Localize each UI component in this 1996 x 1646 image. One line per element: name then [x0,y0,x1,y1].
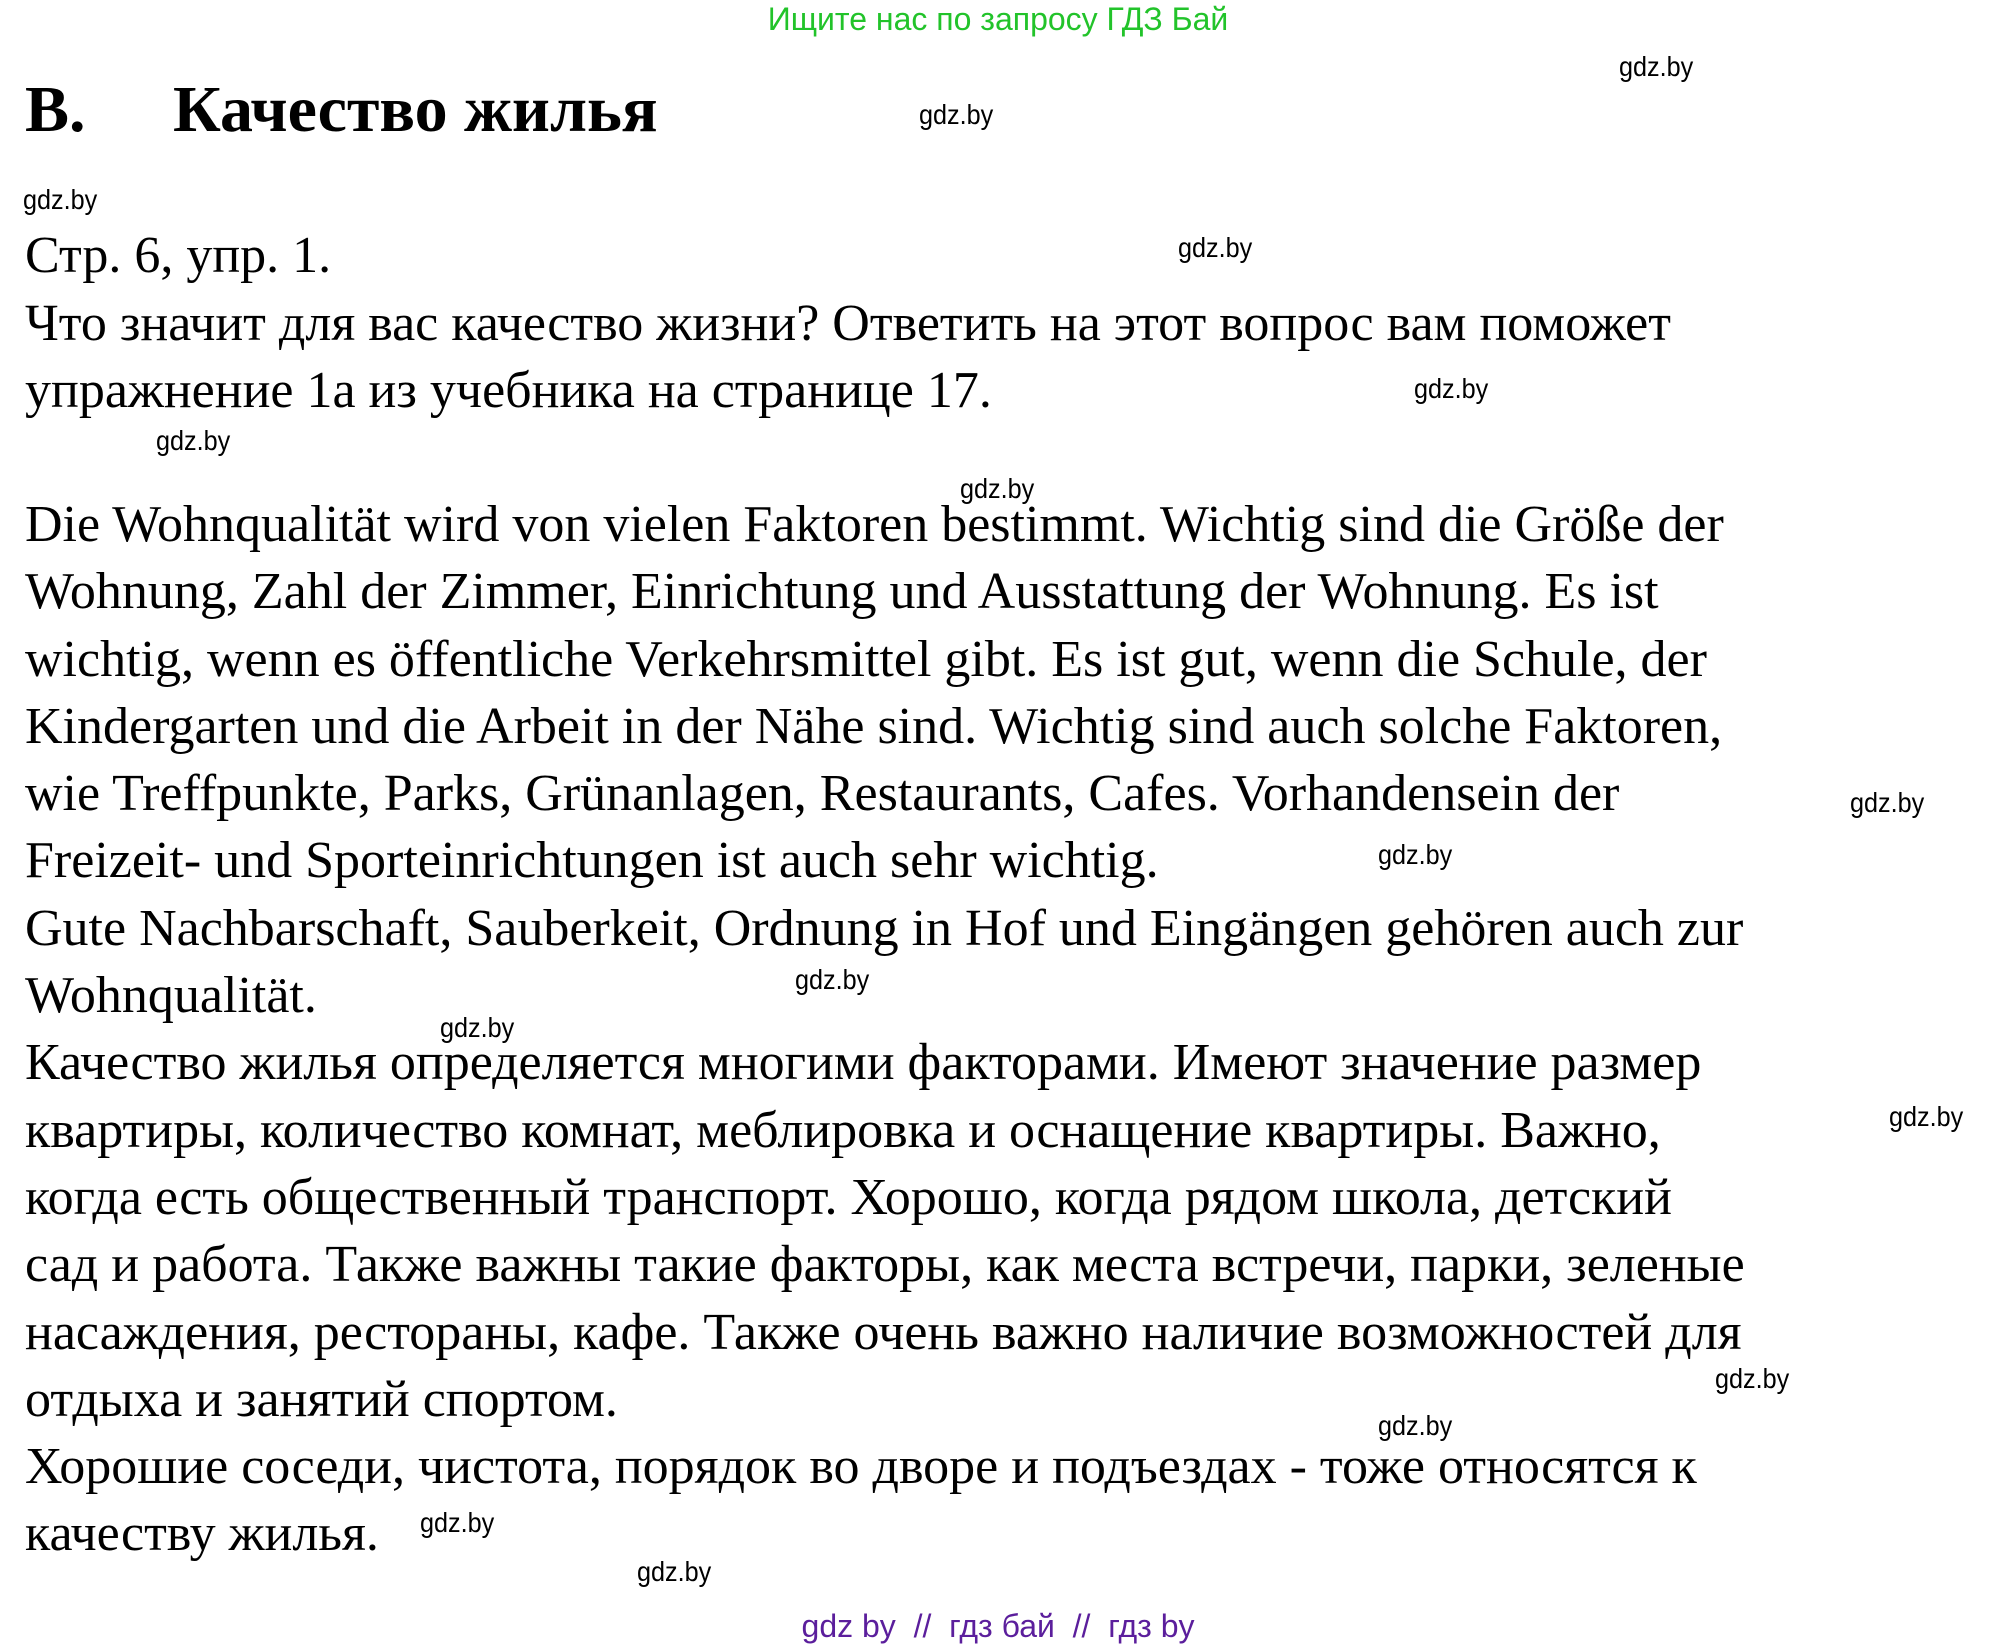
answer-line: Kindergarten und die Arbeit in der Nähe sind. Wichtig sind auch solche Faktoren, [25,697,1723,755]
section-letter: B. [25,73,86,146]
footer-links: gdz by // гдз бай // гдз by [801,1608,1195,1644]
answer-line: Wohnung, Zahl der Zimmer, Einrichtung und Ausstattung der Wohnung. Es ist [25,563,1659,621]
watermark: gdz.by [1378,1410,1453,1441]
answer-line: качеству жилья. [25,1505,379,1563]
answer-line: насаждения, рестораны, кафе. Также очень важно наличие возможностей для [25,1303,1742,1361]
answer-line: сад и работа. Также важны такие факторы, как места встречи, парки, зеленые [25,1236,1745,1294]
answer-line: Freizeit- und Sporteinrichtungen ist auch sehr wichtig. [25,832,1159,890]
answer-line: Качество жилья определяется многими факторами. Имеют значение размер [25,1034,1702,1092]
watermark: gdz.by [1850,787,1925,818]
answer-line: Die Wohnqualität wird von vielen Faktoren bestimmt. Wichtig sind die Größe der [25,496,1724,553]
watermark: gdz.by [1414,373,1489,404]
exercise-reference: Стр. 6, упр. 1. [25,227,332,284]
question-line: Что значит для вас качество жизни? Ответить на этот вопрос вам поможет [25,295,1671,352]
answer-line: Хорошие соседи, чистота, порядок во дворе и подъездах - тоже относятся к [25,1438,1697,1496]
watermark: gdz.by [23,184,98,215]
answer-line: Wohnqualität. [25,967,317,1025]
watermark: gdz.by [637,1556,712,1587]
watermark: gdz.by [156,425,231,456]
watermark: gdz.by [1715,1363,1790,1394]
watermark: gdz.by [960,473,1035,504]
section-title-text: Качество жилья [173,73,658,146]
watermark: gdz.by [1619,51,1694,82]
watermark: gdz.by [1378,839,1453,870]
answer-text [25,491,1745,1568]
watermark: gdz.by [795,964,870,995]
watermark: gdz.by [1889,1101,1964,1132]
answer-line: когда есть общественный транспорт. Хорошо, когда рядом школа, детский [25,1168,1672,1226]
section-title [25,70,658,150]
watermark: gdz.by [440,1012,515,1043]
answer-line: квартиры, количество комнат, меблировка и оснащение квартиры. Важно, [25,1101,1661,1159]
answer-line: wichtig, wenn es öffentliche Verkehrsmittel gibt. Es ist gut, wenn die Schule, der [25,630,1707,688]
answer-line: отдыха и занятий спортом. [25,1370,618,1428]
watermark: gdz.by [919,99,994,130]
search-banner: Ищите нас по запросу ГДЗ Бай [767,1,1229,37]
watermark: gdz.by [420,1507,495,1538]
question-line: упражнение 1а из учебника на странице 17. [25,362,992,420]
watermark: gdz.by [1178,232,1253,263]
answer-line: wie Treffpunkte, Parks, Grünanlagen, Restaurants, Cafes. Vorhandensein der [25,765,1620,823]
answer-line: Gute Nachbarschaft, Sauberkeit, Ordnung in Hof und Eingängen gehören auch zur [25,899,1744,957]
